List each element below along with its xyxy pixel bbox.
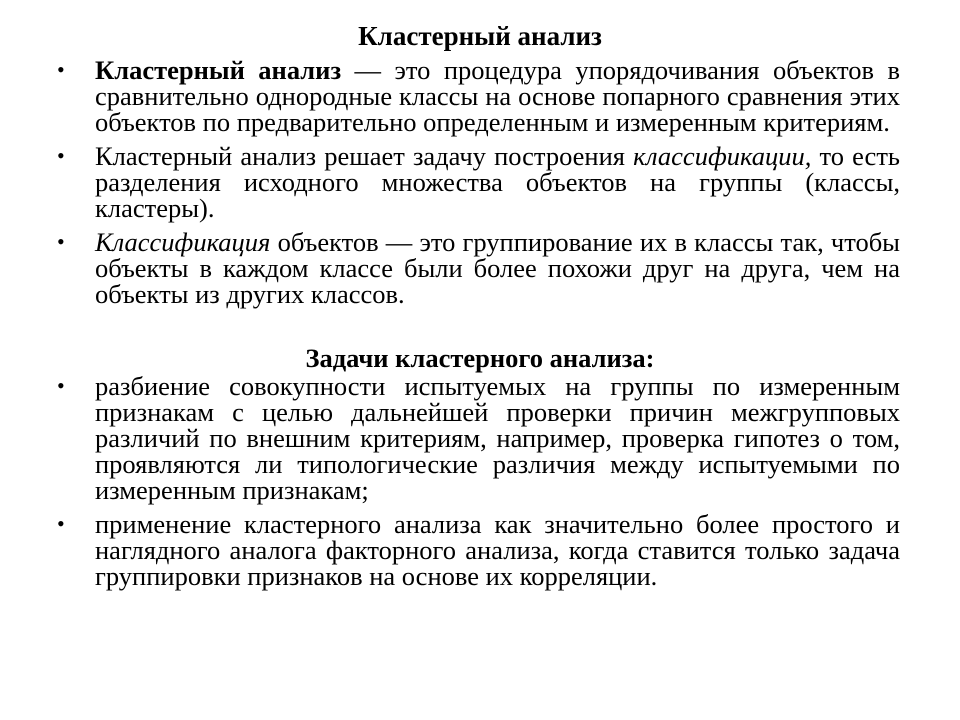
definition-text: объектов — это группирование их в классы так, чтобы объекты в каждом классе были более похожи друг на друга, чем на объекты из других классов. bbox=[95, 227, 900, 309]
definition-text: то есть разделения исходного множества объектов на группы (классы, кластеры). bbox=[95, 141, 900, 223]
definition-text: — это процедура упорядочивания объектов в сравнительно однородные классы на основе попарного сравнения этих объектов по предварительно определенным и измеренным критериям. bbox=[95, 55, 900, 137]
bullet-icon: • bbox=[57, 229, 65, 254]
tasks-heading: Задачи кластерного анализа: bbox=[305, 343, 655, 373]
bullet-icon: • bbox=[57, 57, 65, 82]
definition-text: Кластерный анализ решает задачу построения bbox=[95, 141, 634, 171]
list-item bbox=[57, 227, 900, 309]
definitions-list bbox=[57, 55, 900, 315]
list-item bbox=[57, 509, 900, 591]
list-item bbox=[57, 55, 900, 137]
tasks-list bbox=[57, 371, 900, 597]
definition-emphasis: классификации, bbox=[633, 141, 812, 171]
slide-title: Кластерный анализ bbox=[358, 21, 602, 51]
bullet-icon: • bbox=[57, 511, 65, 536]
list-item bbox=[57, 371, 900, 505]
list-item bbox=[57, 141, 900, 223]
bullet-icon: • bbox=[57, 373, 65, 398]
definition-term: Кластерный анализ bbox=[95, 55, 342, 85]
bullet-icon: • bbox=[57, 143, 65, 168]
task-text: применение кластерного анализа как значительно более простого и наглядного аналога факторного анализа, когда ставится только задача группировки признаков на основе их корреляции. bbox=[95, 509, 900, 591]
task-text: разбиение совокупности испытуемых на группы по измеренным признакам с целью дальнейшей проверки причин межгрупповых различий по внешним критериям, например, проверка гипотез о том, проявляются ли типологические различия между испытуемыми по измеренным признакам; bbox=[95, 371, 900, 505]
definition-emphasis: Классификация bbox=[95, 227, 271, 257]
